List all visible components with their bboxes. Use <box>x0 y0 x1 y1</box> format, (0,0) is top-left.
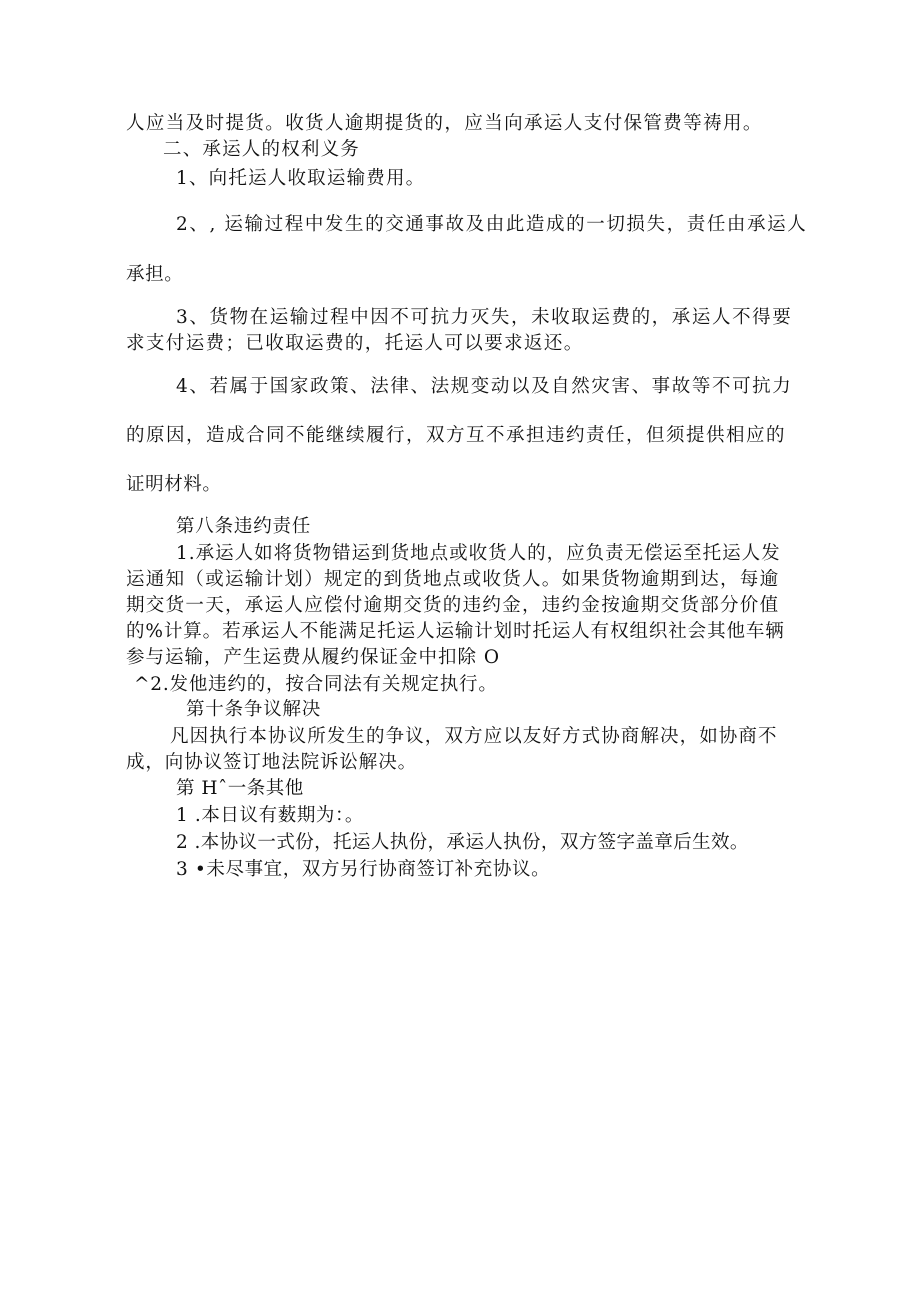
text-line: 成，向协议签订地法院诉讼解决。 <box>126 752 418 773</box>
text-line: 2、, 运输过程中发生的交通事故及由此造成的一切损失，责任由承运人 <box>176 214 808 235</box>
text-line: 3 •未尽事宜，双方另行协商签订补充协议。 <box>176 859 551 880</box>
text-line: 参与运输，产生运费从履约保证金中扣除 O <box>126 647 501 668</box>
text-line: 2 .本协议一式份，托运人执份，承运人执份，双方签字盖章后生效。 <box>176 832 749 853</box>
section-heading: 第八条违约责任 <box>176 516 312 537</box>
text-line: 运通知（或运输计划）规定的到货地点或收货人。如果货物逾期到达，每逾 <box>126 569 780 590</box>
text-line: 承担。 <box>126 264 184 285</box>
section-heading: 第十条争议解决 <box>186 699 322 720</box>
text-line: 的原因，造成合同不能继续履行，双方互不承担违约责任，但须提供相应的 <box>126 425 787 446</box>
section-heading: 二、承运人的权利义务 <box>163 139 361 160</box>
text-line: 证明材料。 <box>126 474 222 495</box>
text-line: ^2.发他违约的，按合同法有关规定执行。 <box>134 674 498 695</box>
text-line: 1 .本日议有薮期为：。 <box>176 805 364 826</box>
text-line: 4、若属于国家政策、法律、法规变动以及自然灾害、事故等不可抗力 <box>176 376 793 397</box>
text-line: 1、向托运人收取运输费用。 <box>176 168 426 189</box>
text-line: 求支付运费；已收取运费的，托运人可以要求返还。 <box>126 333 584 354</box>
text-line: 期交货一天，承运人应偿付逾期交货的违约金，违约金按逾期交货部分价值 <box>126 595 780 616</box>
section-heading: 第 Hˆ一条其他 <box>176 778 304 799</box>
text-line: 3、货物在运输过程中因不可抗力灭失，未收取运费的，承运人不得要 <box>176 307 793 328</box>
text-line: 人应当及时提货。收货人逾期提货的，应当向承运人支付保管费等祷用。 <box>126 113 763 134</box>
text-line: 的%计算。若承运人不能满足托运人运输计划时托运人有权组织社会其他车辆 <box>126 621 785 642</box>
text-line: 1.承运人如将货物错运到货地点或收货人的，应负责无偿运至托运人发 <box>176 543 781 564</box>
text-line: 凡因执行本协议所发生的争议，双方应以友好方式协商解决，如协商不 <box>170 726 778 747</box>
